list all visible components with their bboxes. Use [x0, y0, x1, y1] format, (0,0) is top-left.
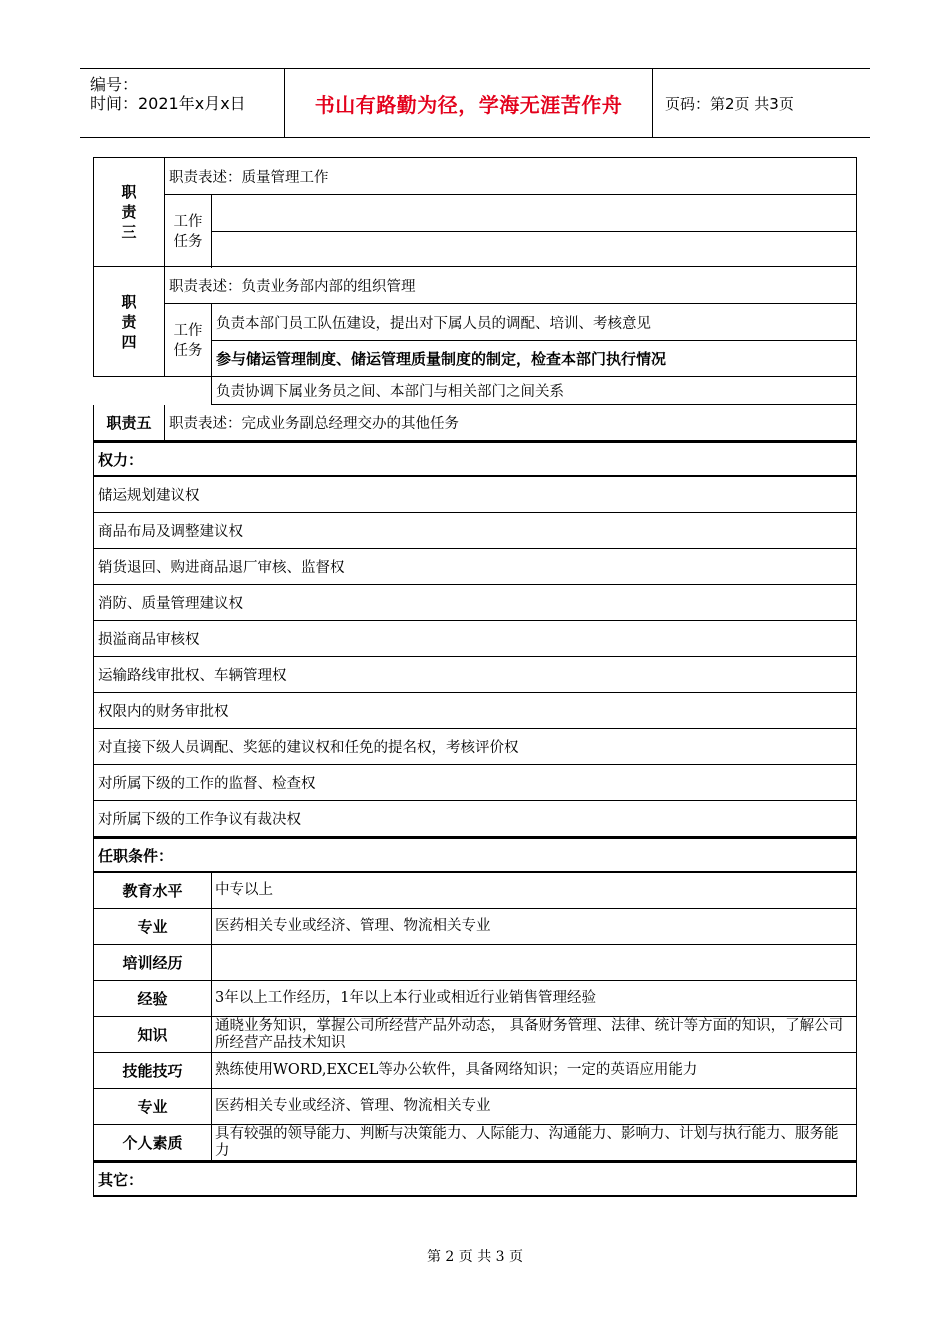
qualification-value: 熟练使用WORD,EXCEL等办公软件，具备网络知识；一定的英语应用能力 — [215, 1062, 698, 1078]
power-item: 对所属下级的工作争议有裁决权 — [93, 801, 857, 837]
duty-5-label: 职责五 — [94, 405, 165, 440]
qualification-row-education — [93, 873, 857, 909]
doc-number-label: 编号： — [90, 75, 139, 94]
qualification-row-training — [93, 945, 857, 981]
header-meta — [80, 69, 285, 137]
power-item: 权限内的财务审批权 — [93, 693, 857, 729]
power-item: 运输路线审批权、车辆管理权 — [93, 657, 857, 693]
duty-3-label: 职责三 — [121, 183, 137, 241]
powers-heading: 权力： — [93, 441, 857, 477]
power-item: 对直接下级人员调配、奖惩的建议权和任免的提名权，考核评价权 — [93, 729, 857, 765]
doc-time-label: 时间：2021年x月x日 — [90, 94, 246, 113]
duty-4-task-3: 负责协调下属业务员之间、本部门与相关部门之间关系 — [211, 377, 857, 405]
qualification-row-knowledge — [93, 1017, 857, 1053]
duty-3-task-2 — [212, 232, 856, 267]
qualification-value: 医药相关专业或经济、管理、物流相关专业 — [215, 1098, 491, 1114]
qualification-row-experience — [93, 981, 857, 1017]
qualification-row-major — [93, 909, 857, 945]
duty-4-task-label — [165, 304, 212, 377]
duty-5-row — [93, 405, 857, 441]
qualifications-heading: 任职条件： — [93, 837, 857, 873]
qualification-row-major-2 — [93, 1089, 857, 1125]
qualification-value: 具有较强的领导能力、判断与决策能力、人际能力、沟通能力、影响力、计划与执行能力、服务能力 — [215, 1125, 839, 1159]
header-motto-cell — [285, 69, 653, 137]
duty-4-block — [93, 267, 857, 377]
qualification-label: 知识 — [94, 1017, 212, 1052]
power-item: 对所属下级的工作的监督、检查权 — [93, 765, 857, 801]
header-page-cell — [653, 69, 870, 137]
header-page-info: 页码：第2页 共3页 — [665, 94, 794, 113]
duty-4-task-label-text: 工作任务 — [173, 322, 203, 359]
duty-4-label: 职责四 — [121, 292, 137, 351]
power-item: 销货退回、购进商品退厂审核、监督权 — [93, 549, 857, 585]
power-item: 损溢商品审核权 — [93, 621, 857, 657]
qualification-value — [212, 945, 856, 980]
header-motto: 书山有路勤为径，学海无涯苦作舟 — [314, 92, 623, 117]
duty-3-label-cell — [94, 158, 165, 266]
qualification-label: 培训经历 — [94, 945, 212, 980]
qualification-row-personal — [93, 1125, 857, 1161]
other-heading: 其它： — [93, 1161, 857, 1197]
duty-3-description: 职责表述：质量管理工作 — [165, 158, 856, 195]
job-description-table — [93, 157, 857, 1197]
page-header — [80, 68, 870, 138]
qualification-value: 医药相关专业或经济、管理、物流相关专业 — [215, 918, 491, 934]
page-footer: 第 2 页 共 3 页 — [426, 1249, 524, 1265]
duty-4-label-cell — [94, 267, 165, 376]
duty-4-description: 职责表述：负责业务部内部的组织管理 — [165, 267, 856, 304]
qualification-label: 专业 — [94, 909, 212, 944]
qualification-label: 专业 — [94, 1089, 212, 1124]
qualification-label: 技能技巧 — [94, 1053, 212, 1088]
qualification-value: 3年以上工作经历，1年以上本行业或相近行业销售管理经验 — [215, 990, 596, 1006]
duty-5-description: 职责表述：完成业务副总经理交办的其他任务 — [169, 416, 459, 432]
duty-4-extra-row — [93, 377, 857, 405]
qualification-label: 经验 — [94, 981, 212, 1016]
qualification-label: 个人素质 — [94, 1125, 212, 1160]
duty-3-task-label — [165, 195, 212, 268]
qualification-value: 中专以上 — [215, 882, 273, 898]
power-item: 储运规划建议权 — [93, 477, 857, 513]
qualification-value: 通晓业务知识，掌握公司所经营产品外动态， 具备财务管理、法律、统计等方面的知识，了解公司所经营产品技术知识 — [215, 1017, 844, 1051]
duty-4-task-2: 参与储运管理制度、储运管理质量制度的制定，检查本部门执行情况 — [216, 350, 667, 368]
power-item: 商品布局及调整建议权 — [93, 513, 857, 549]
duty-3-task-label-text: 工作任务 — [173, 213, 203, 250]
qualification-row-skills — [93, 1053, 857, 1089]
duty-3-task-1 — [212, 195, 856, 232]
power-item: 消防、质量管理建议权 — [93, 585, 857, 621]
duty-4-task-1: 负责本部门员工队伍建设，提出对下属人员的调配、培训、考核意见 — [212, 304, 856, 341]
qualification-label: 教育水平 — [94, 873, 212, 908]
duty-3-block — [93, 157, 857, 267]
